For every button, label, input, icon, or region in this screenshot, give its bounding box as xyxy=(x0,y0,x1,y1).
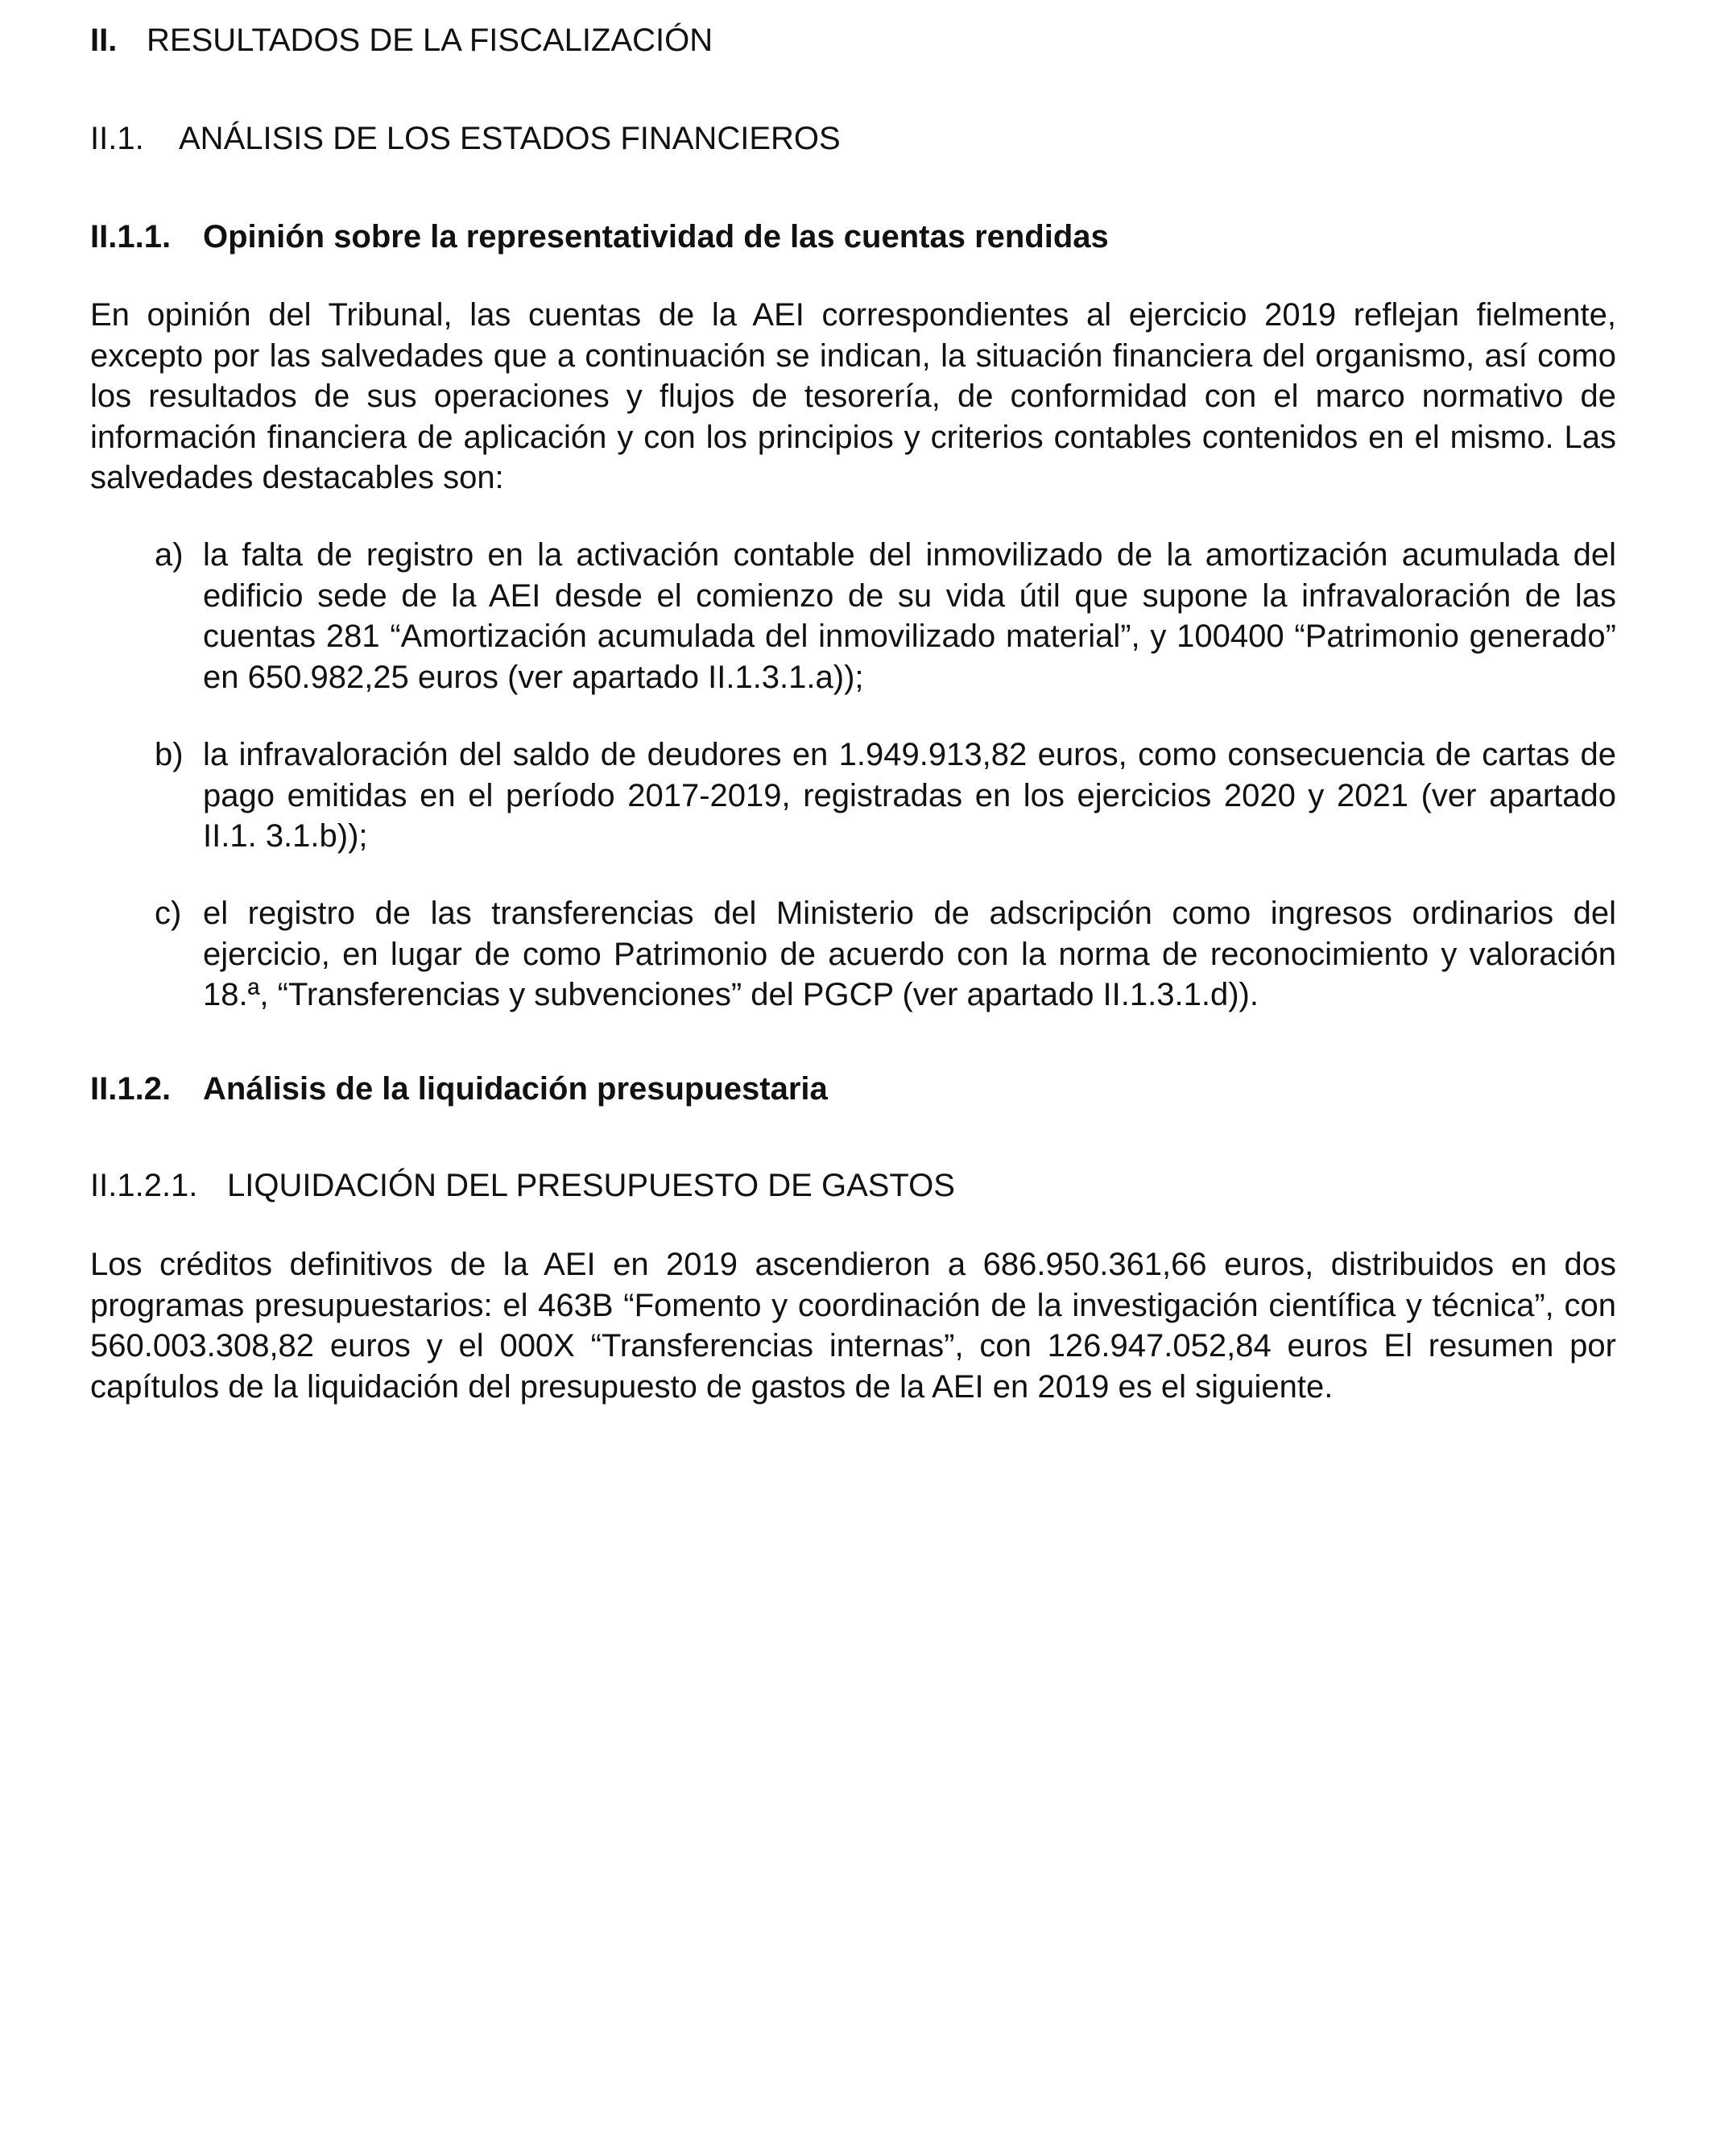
section-number: II.1.2. xyxy=(90,1071,172,1107)
list-marker: c) xyxy=(155,896,182,931)
subsection-number: II.1.2.1. xyxy=(90,1168,198,1203)
section-heading-opinion xyxy=(90,219,1109,255)
subsection-heading-gastos xyxy=(90,1168,955,1204)
gastos-paragraph: Los créditos definitivos de la AEI en 2019 ascendieron a 686.950.361,66 euros, distribuidos en dos programas presupuestarios: el 463B “Fomento y coordinación de la investigación científica y técnica”, con 560.003.308,82 euros y el 000X “Transferencias internas”, con 126.947.052,84 euros El resumen por capítulos de la liquidación del presupuesto de gastos de la AEI en 2019 es el siguiente. xyxy=(90,1247,1616,1405)
list-marker: a) xyxy=(155,537,184,573)
list-item-a xyxy=(147,535,1616,697)
section-number: II.1.1. xyxy=(90,219,172,254)
list-marker: b) xyxy=(155,737,184,772)
main-heading-title: RESULTADOS DE LA FISCALIZACIÓN xyxy=(147,23,713,58)
list-item-text: la infravaloración del saldo de deudores en 1.949.913,82 euros, como consecuencia de cartas de pago emitidas en el período 2017-2019, registradas en los ejercicios 2020 y 2021 (ver apartado II.1. 3.1.b)); xyxy=(203,737,1616,854)
list-item-b xyxy=(147,735,1616,857)
section-title: Opinión sobre la representatividad de las cuentas rendidas xyxy=(203,219,1109,254)
list-item-c xyxy=(147,893,1616,1016)
list-item-text: el registro de las transferencias del Ministerio de adscripción como ingresos ordinarios del ejercicio, en lugar de como Patrimonio de acuerdo con la norma de reconocimiento y valoración 18.ª, “Transferencias y subvenciones” del PGCP (ver apartado II.1.3.1.d)). xyxy=(203,896,1616,1012)
main-heading xyxy=(90,23,713,59)
list-item-text: la falta de registro en la activación contable del inmovilizado de la amortización acumulada del edificio sede de la AEI desde el comienzo de su vida útil que supone la infravaloración de las cuentas 281 “Amortización acumulada del inmovilizado material”, y 100400 “Patrimonio generado” en 650.982,25 euros (ver apartado II.1.3.1.a)); xyxy=(203,537,1616,695)
opinion-paragraph: En opinión del Tribunal, las cuentas de la AEI correspondientes al ejercicio 2019 reflejan fielmente, excepto por las salvedades que a continuación se indican, la situación financiera del organismo, así como los resultados de sus operaciones y flujos de tesorería, de conformidad con el marco normativo de información financiera de aplicación y con los principios y criterios contables contenidos en el mismo. Las salvedades destacables son: xyxy=(90,297,1616,495)
section-title: Análisis de la liquidación presupuestaria xyxy=(203,1071,828,1107)
subheading-title: ANÁLISIS DE LOS ESTADOS FINANCIEROS xyxy=(179,121,841,156)
section-heading-liquidacion xyxy=(90,1071,828,1107)
main-heading-number: II. xyxy=(90,23,118,58)
subheading-number: II.1. xyxy=(90,121,144,156)
subsection-title: LIQUIDACIÓN DEL PRESUPUESTO DE GASTOS xyxy=(227,1168,955,1203)
subheading xyxy=(90,121,841,157)
